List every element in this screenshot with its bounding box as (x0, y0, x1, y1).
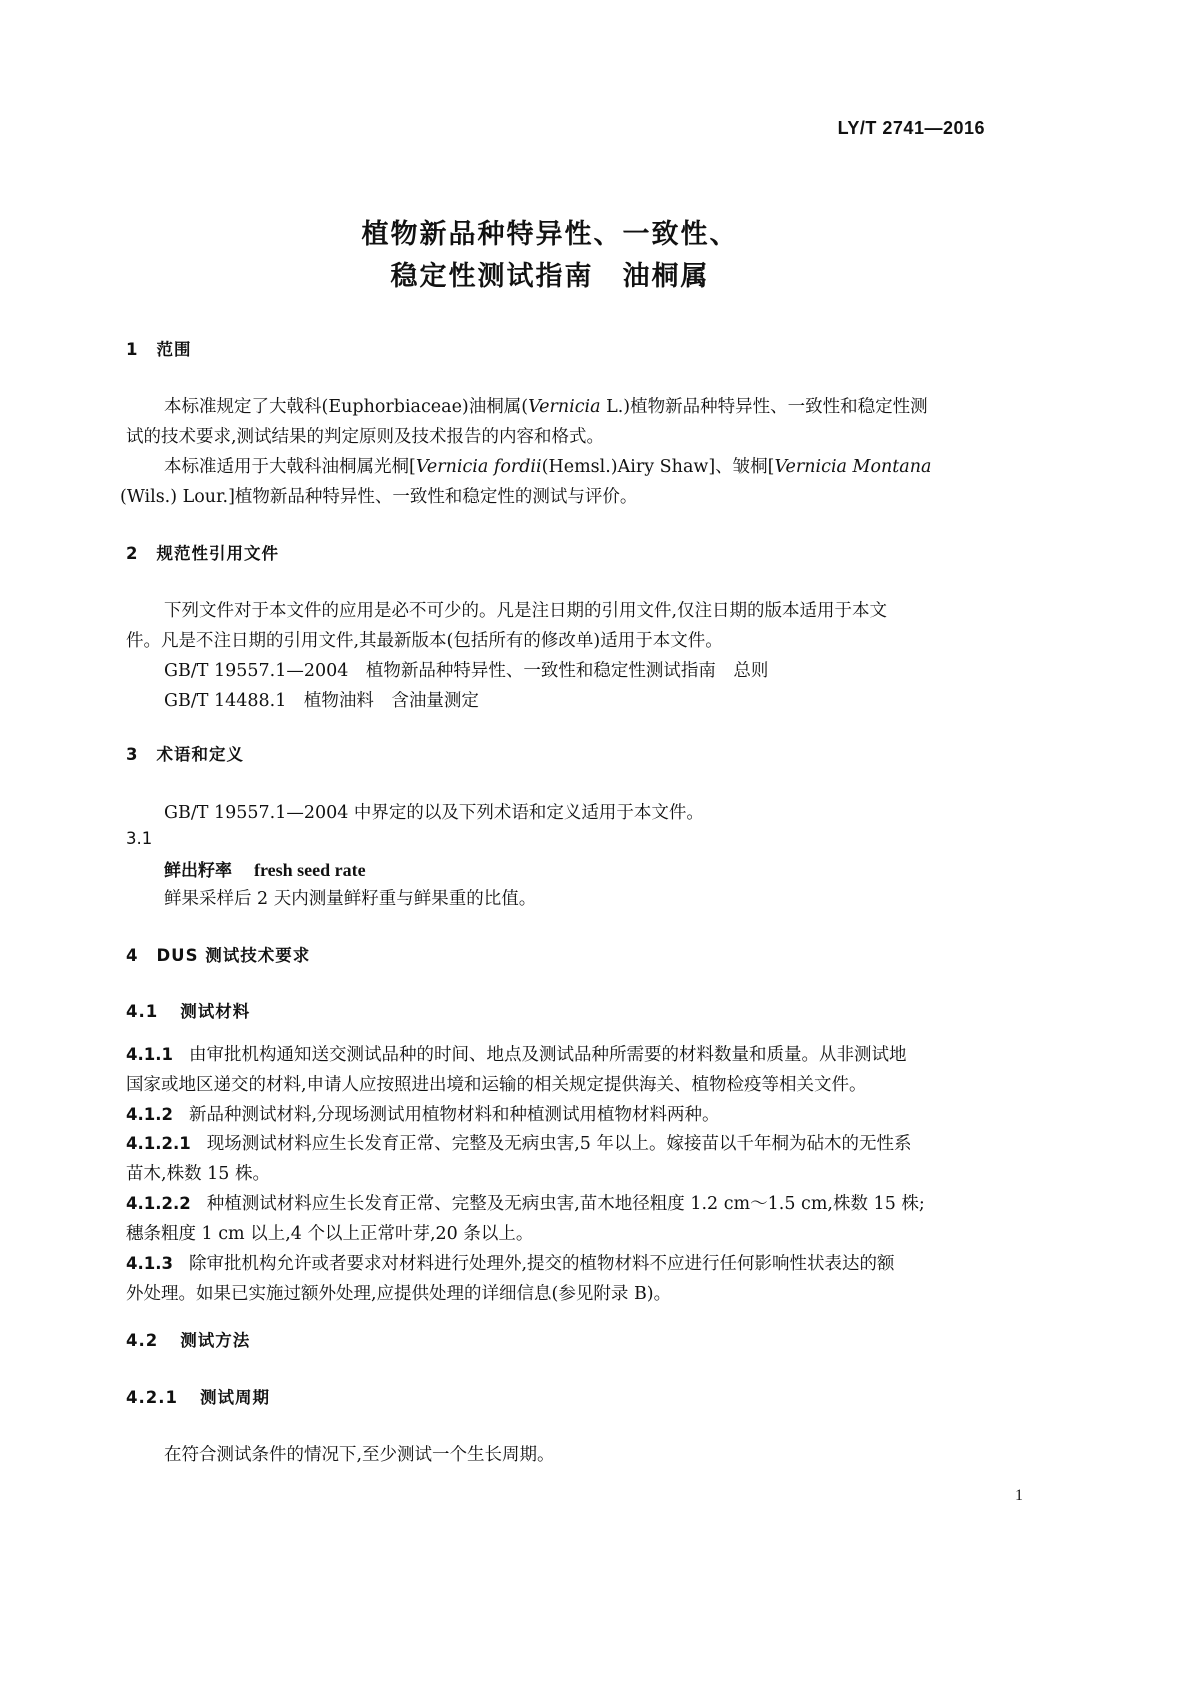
clause-number: 4.1.2.1 (126, 1134, 191, 1153)
clause-4-2-1-paragraph: 在符合测试条件的情况下,至少测试一个生长周期。 (164, 1445, 555, 1465)
section-title: 规范性引用文件 (156, 544, 279, 563)
s1-paragraph-2-line-1: 本标准适用于大戟科油桐属光桐[Vernicia fordii(Hemsl.)Airy Shaw]、皱桐[Vernicia Montana (164, 457, 932, 477)
term-3-1-definition: 鲜果采样后 2 天内测量鲜籽重与鲜果重的比值。 (164, 889, 537, 909)
section-title: 范围 (156, 340, 192, 359)
latin-species-1: Vernicia fordii (415, 457, 542, 477)
section-number: 1 (126, 340, 139, 359)
term-english: fresh seed rate (254, 860, 366, 880)
section-4-2-heading: 4.2 测试方法 (126, 1331, 251, 1350)
clause-number: 4.1.1 (126, 1045, 173, 1064)
section-4-heading (126, 942, 310, 966)
s2-paragraph-line-2: 件。凡是不注日期的引用文件,其最新版本(包括所有的修改单)适用于本文件。 (126, 631, 723, 651)
clause-number: 4.1.3 (126, 1254, 173, 1273)
standard-code: LY/T 2741—2016 (837, 118, 985, 138)
clause-4-1-2-1-line-1: 4.1.2.1 现场测试材料应生长发育正常、完整及无病虫害,5 年以上。嫁接苗以千年桐为砧木的无性系 (126, 1134, 912, 1154)
title-line-1: 植物新品种特异性、一致性、 (361, 219, 739, 250)
section-4-2-1-heading: 4.2.1 测试周期 (126, 1388, 270, 1407)
section-title: 术语和定义 (156, 745, 244, 764)
clause-4-1-2-2-line-2: 穗条粗度 1 cm 以上,4 个以上正常叶芽,20 条以上。 (126, 1224, 534, 1244)
section-3-heading (126, 741, 244, 765)
term-chinese: 鲜出籽率 (164, 861, 232, 881)
s1-paragraph-1-line-2: 试的技术要求,测试结果的判定原则及技术报告的内容和格式。 (126, 427, 605, 447)
section-2-heading (126, 540, 279, 564)
title-line-2: 稳定性测试指南 油桐属 (390, 261, 710, 292)
section-4-1-heading: 4.1 测试材料 (126, 1002, 251, 1021)
reference-2: GB/T 14488.1 植物油料 含油量测定 (164, 691, 479, 711)
clause-4-1-3-line-1: 4.1.3 除审批机构允许或者要求对材料进行处理外,提交的植物材料不应进行任何影响性状表达的额 (126, 1254, 895, 1274)
clause-4-1-2-2-line-1: 4.1.2.2 种植测试材料应生长发育正常、完整及无病虫害,苗木地径粗度 1.2 cm～1.5 cm,株数 15 株; (126, 1194, 925, 1214)
page-number: 1 (1015, 1487, 1023, 1504)
section-number: 2 (126, 544, 139, 563)
latin-species-2: Vernicia Montana (774, 457, 932, 477)
section-number: 4 (126, 946, 139, 965)
section-1-heading (126, 336, 191, 360)
clause-4-1-2-1-line-2: 苗木,株数 15 株。 (126, 1164, 270, 1184)
section-title: DUS 测试技术要求 (156, 946, 311, 965)
clause-number: 4.1.2 (126, 1105, 173, 1124)
latin-genus: Vernicia (528, 397, 601, 417)
term-3-1-number: 3.1 (126, 829, 153, 848)
s1-paragraph-2-line-2: (Wils.) Lour.]植物新品种特异性、一致性和稳定性的测试与评价。 (120, 487, 638, 507)
section-number: 3 (126, 745, 139, 764)
term-3-1-heading (164, 856, 366, 881)
s3-paragraph: GB/T 19557.1—2004 中界定的以及下列术语和定义适用于本文件。 (164, 803, 704, 823)
reference-1: GB/T 19557.1—2004 植物新品种特异性、一致性和稳定性测试指南 总则 (164, 661, 769, 681)
s2-paragraph-line-1: 下列文件对于本文件的应用是必不可少的。凡是注日期的引用文件,仅注日期的版本适用于本文 (164, 601, 888, 621)
clause-4-1-1-line-2: 国家或地区递交的材料,申请人应按照进出境和运输的相关规定提供海关、植物检疫等相关文件。 (126, 1075, 867, 1095)
s1-paragraph-1-line-1: 本标准规定了大戟科(Euphorbiaceae)油桐属(Vernicia L.)植物新品种特异性、一致性和稳定性测 (164, 397, 928, 417)
clause-4-1-3-line-2: 外处理。如果已实施过额外处理,应提供处理的详细信息(参见附录 B)。 (126, 1284, 672, 1304)
clause-number: 4.1.2.2 (126, 1194, 191, 1213)
clause-4-1-1-line-1: 4.1.1 由审批机构通知送交测试品种的时间、地点及测试品种所需要的材料数量和质量。从非测试地 (126, 1045, 907, 1065)
clause-4-1-2: 4.1.2 新品种测试材料,分现场测试用植物材料和种植测试用植物材料两种。 (126, 1105, 720, 1125)
